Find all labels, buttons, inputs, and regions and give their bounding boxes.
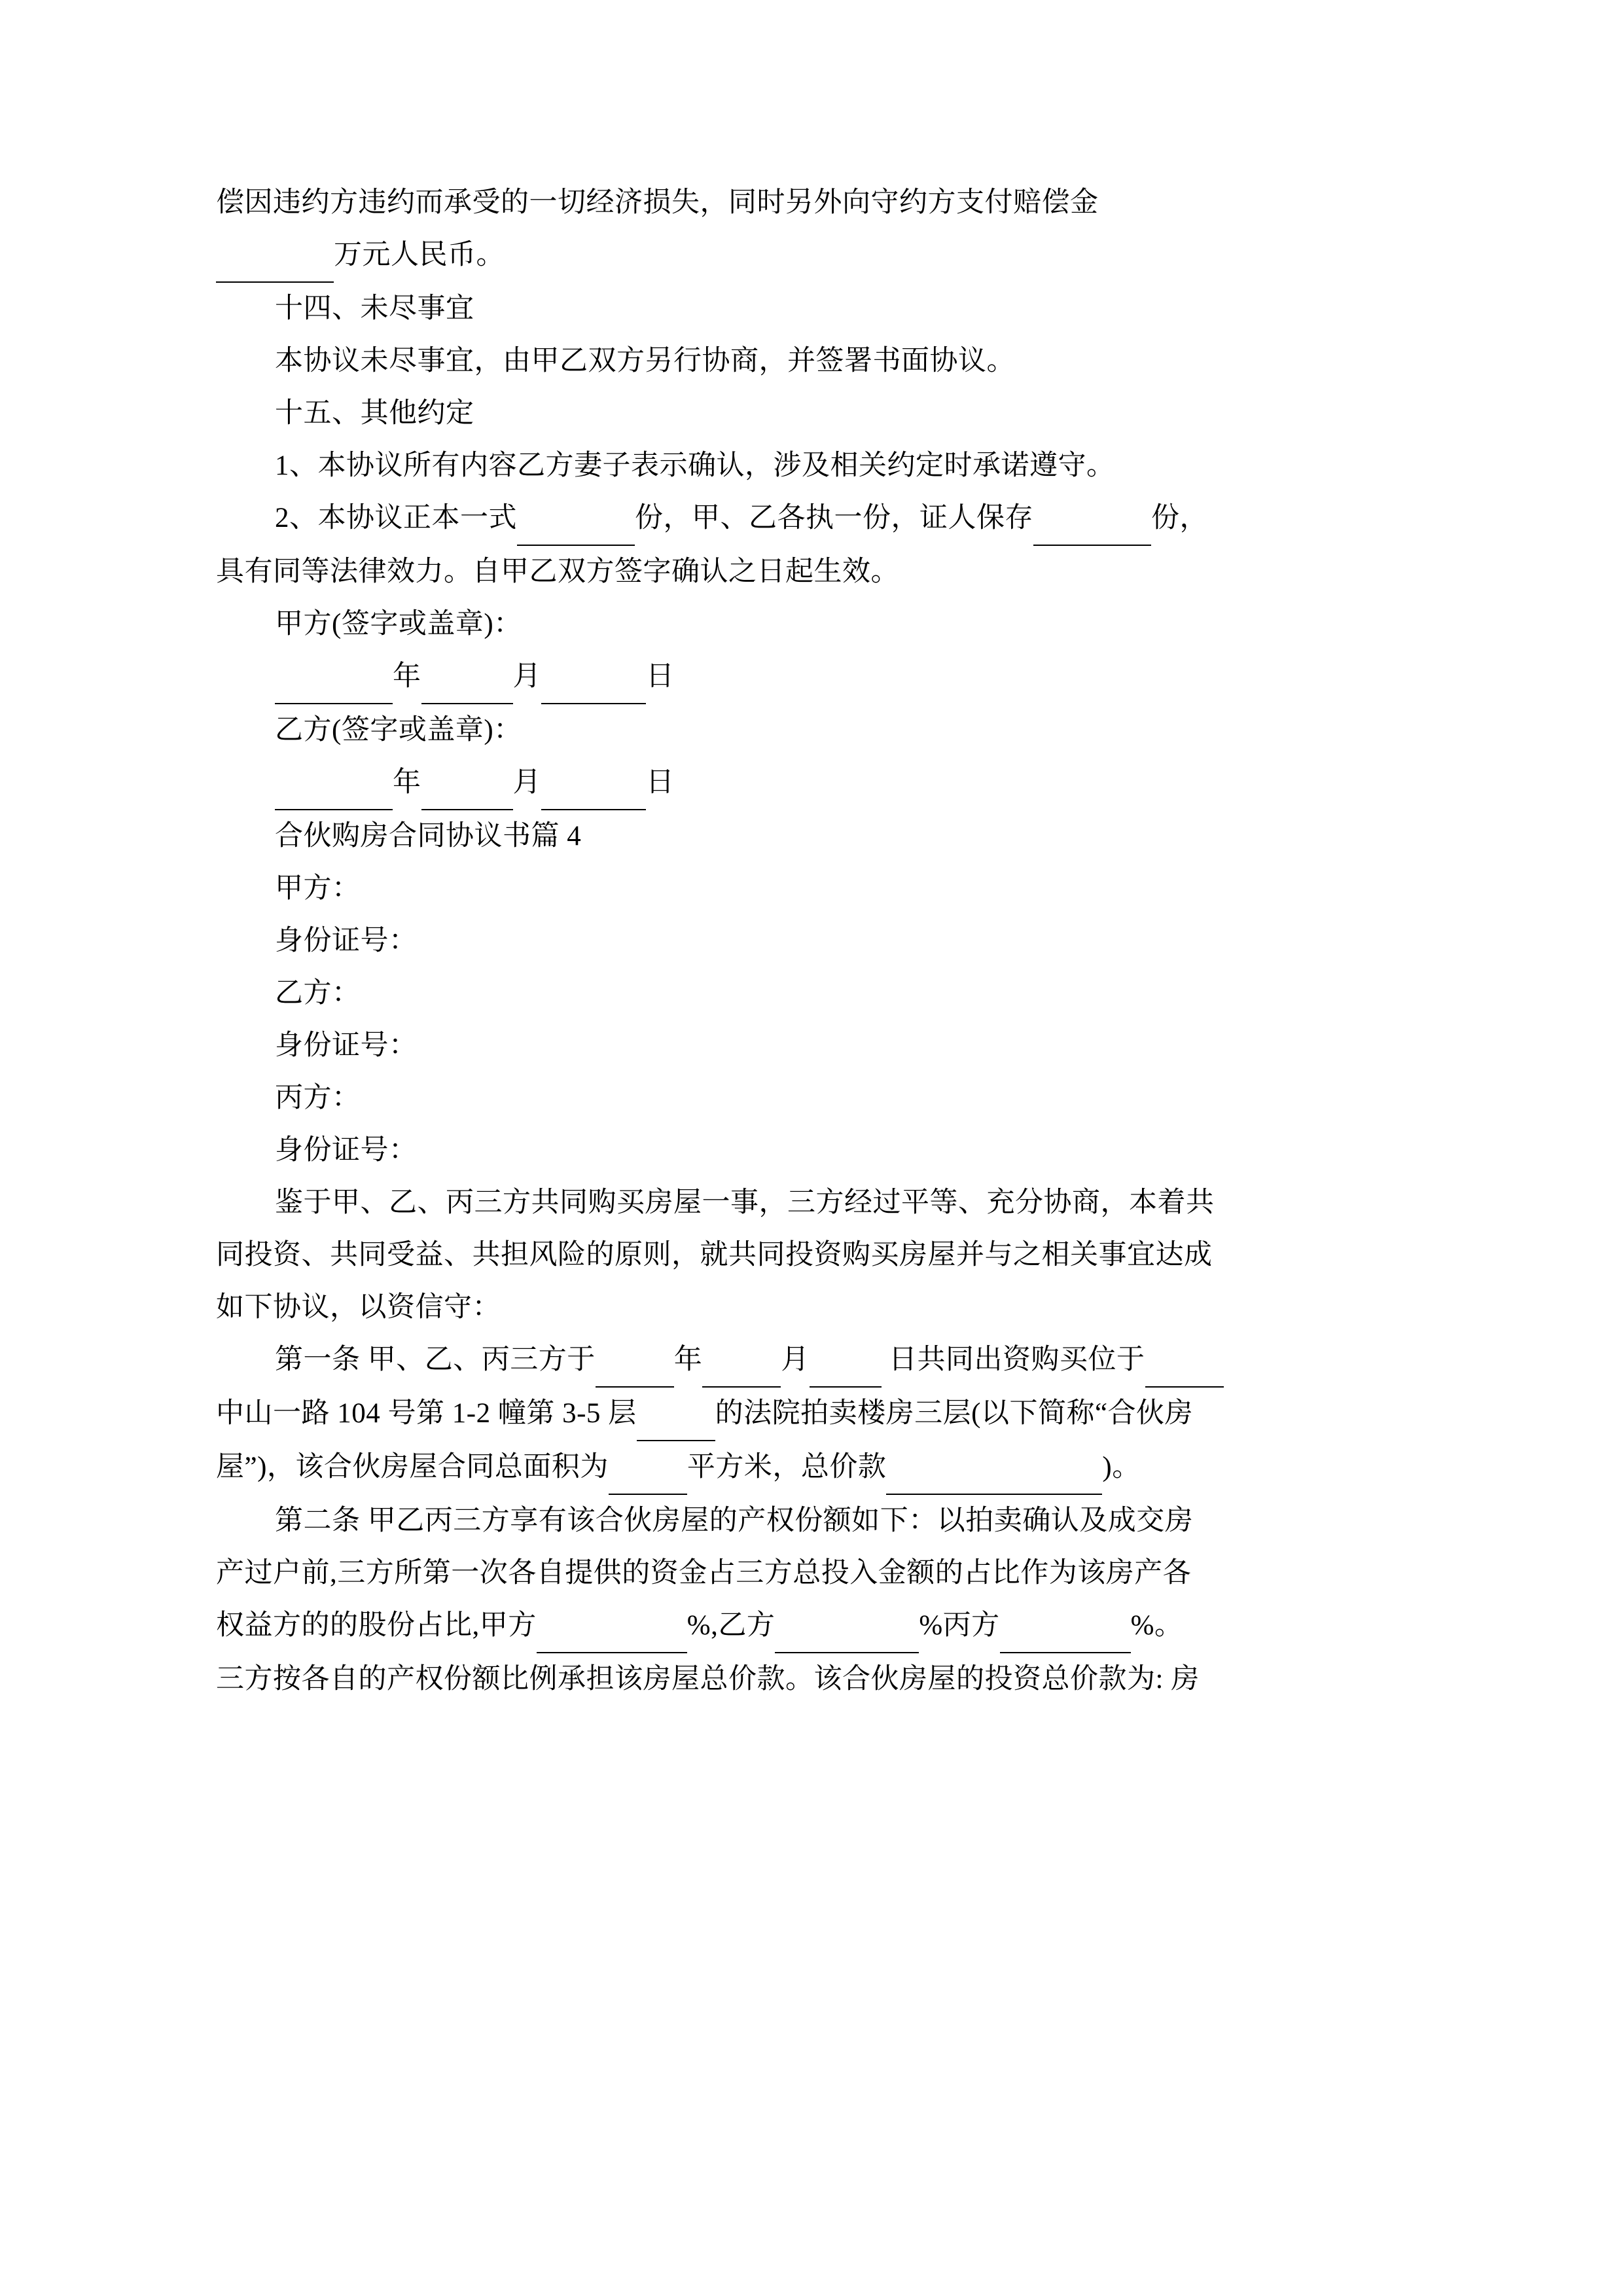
paragraph <box>216 283 1407 335</box>
text-run: %,乙方 <box>687 1610 776 1641</box>
fill-in-blank[interactable] <box>537 1600 687 1653</box>
fill-in-blank[interactable] <box>1033 492 1151 546</box>
text-run: 身份证号： <box>275 1135 418 1166</box>
paragraph <box>216 1020 1407 1072</box>
text-run: 具有同等法律效力。自甲乙双方签字确认之日起生效。 <box>216 556 899 587</box>
paragraph <box>216 863 1407 915</box>
fill-in-blank[interactable] <box>1000 1600 1131 1653</box>
fill-in-blank[interactable] <box>421 757 513 810</box>
paragraph <box>216 1124 1407 1177</box>
paragraph <box>216 1495 1407 1547</box>
text-run: 甲方(签字或盖章)： <box>275 609 522 639</box>
text-run: )。 <box>1102 1452 1141 1482</box>
paragraph <box>216 1072 1407 1124</box>
fill-in-blank[interactable] <box>596 1334 674 1388</box>
text-run: 屋”)，该合伙房屋合同总面积为 <box>216 1452 609 1482</box>
paragraph <box>216 177 1407 229</box>
fill-in-blank[interactable] <box>421 651 513 704</box>
fill-in-blank[interactable] <box>275 757 393 810</box>
paragraph <box>216 1653 1407 1706</box>
text-run: 万元人民币。 <box>334 240 505 270</box>
paragraph <box>216 546 1407 598</box>
text-run: 乙方(签字或盖章)： <box>275 715 522 745</box>
text-run: 如下协议，以资信守： <box>216 1292 501 1323</box>
text-run: 2、本协议正本一式 <box>275 503 517 533</box>
text-run: 日 <box>646 767 675 798</box>
text-run: 十四、未尽事宜 <box>275 293 474 324</box>
text-run: 日共同出资购买位于 <box>881 1344 1145 1375</box>
paragraph <box>216 757 1407 810</box>
paragraph <box>216 915 1407 967</box>
fill-in-blank[interactable] <box>810 1334 882 1388</box>
paragraph <box>216 810 1407 863</box>
text-run: 身份证号： <box>275 925 418 956</box>
paragraph <box>216 1388 1407 1441</box>
paragraph <box>216 229 1407 283</box>
fill-in-blank[interactable] <box>1145 1334 1224 1388</box>
fill-in-blank[interactable] <box>702 1334 781 1388</box>
fill-in-blank[interactable] <box>517 492 635 546</box>
text-run: 日 <box>646 661 675 692</box>
text-run: %丙方 <box>919 1610 1000 1641</box>
paragraph <box>216 440 1407 492</box>
text-run: 合伙购房合同协议书篇 4 <box>275 821 582 852</box>
paragraph <box>216 704 1407 757</box>
text-run: 份， <box>1151 503 1208 533</box>
text-run: 的法院拍卖楼房三层(以下简称“合伙房 <box>715 1398 1194 1429</box>
text-run: 丙方： <box>275 1083 361 1113</box>
fill-in-blank[interactable] <box>216 229 334 283</box>
fill-in-blank[interactable] <box>775 1600 919 1653</box>
text-run: 本协议未尽事宜，由甲乙双方另行协商，并签署书面协议。 <box>275 346 1015 376</box>
text-run: 产过户前,三方所第一次各自提供的资金占三方总投入金额的占比作为该房产各 <box>216 1558 1192 1588</box>
text-run: 偿因违约方违约而承受的一切经济损失，同时另外向守约方支付赔偿金 <box>216 187 1099 218</box>
text-run: 月 <box>512 767 541 798</box>
fill-in-blank[interactable] <box>637 1388 715 1441</box>
text-run: 第二条 甲乙丙三方享有该合伙房屋的产权份额如下：以拍卖确认及成交房 <box>275 1505 1194 1536</box>
paragraph <box>216 1177 1407 1229</box>
text-run: 中山一路 104 号第 1-2 幢第 3-5 层 <box>216 1398 637 1429</box>
fill-in-blank[interactable] <box>275 651 393 704</box>
paragraph <box>216 387 1407 440</box>
text-run: 权益方的的股份占比,甲方 <box>216 1610 537 1641</box>
fill-in-blank[interactable] <box>609 1441 687 1495</box>
text-run: 1、本协议所有内容乙方妻子表示确认，涉及相关约定时承诺遵守。 <box>275 450 1115 481</box>
text-run: 年 <box>393 661 421 692</box>
paragraph <box>216 1600 1407 1653</box>
text-run: %。 <box>1130 1610 1183 1641</box>
text-run: 份，甲、乙各执一份，证人保存 <box>635 503 1033 533</box>
text-run: 乙方： <box>275 978 361 1009</box>
text-run: 同投资、共同受益、共担风险的原则，就共同投资购买房屋并与之相关事宜达成 <box>216 1240 1213 1270</box>
fill-in-blank[interactable] <box>886 1441 1102 1495</box>
text-run: 身份证号： <box>275 1030 418 1061</box>
fill-in-blank[interactable] <box>541 757 646 810</box>
paragraph <box>216 967 1407 1020</box>
text-run: 月 <box>781 1344 810 1375</box>
text-run: 月 <box>512 661 541 692</box>
text-run: 第一条 甲、乙、丙三方于 <box>275 1344 596 1375</box>
paragraph <box>216 1547 1407 1600</box>
text-run: 甲方： <box>275 873 361 904</box>
document-body <box>216 177 1407 1706</box>
paragraph <box>216 651 1407 704</box>
paragraph <box>216 598 1407 651</box>
text-run: 三方按各自的产权份额比例承担该房屋总价款。该合伙房屋的投资总价款为: 房 <box>216 1664 1200 1695</box>
fill-in-blank[interactable] <box>541 651 646 704</box>
paragraph <box>216 1441 1407 1495</box>
paragraph <box>216 1282 1407 1334</box>
text-run: 年 <box>393 767 421 798</box>
paragraph <box>216 335 1407 387</box>
text-run: 平方米，总价款 <box>687 1452 887 1482</box>
text-run: 十五、其他约定 <box>275 398 474 429</box>
paragraph <box>216 492 1407 546</box>
text-run: 年 <box>673 1344 703 1375</box>
paragraph <box>216 1229 1407 1282</box>
text-run: 鉴于甲、乙、丙三方共同购买房屋一事，三方经过平等、充分协商，本着共 <box>275 1187 1215 1218</box>
paragraph <box>216 1334 1407 1388</box>
